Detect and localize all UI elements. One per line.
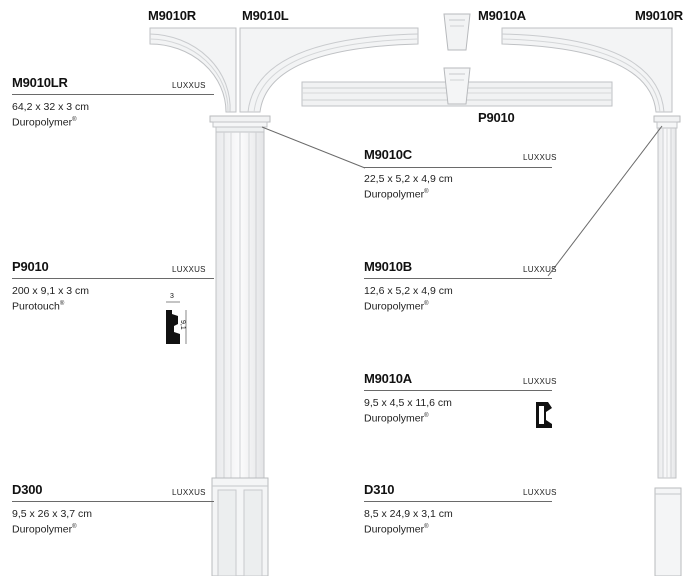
- profile-height-label: 9,1: [179, 320, 186, 330]
- product-material: Duropolymer®: [364, 300, 429, 313]
- divider-rule: [364, 501, 552, 502]
- keystone-m9010a: [444, 14, 470, 50]
- product-material: Purotouch®: [12, 300, 65, 313]
- leader-m9010b: [548, 126, 662, 276]
- product-material: Duropolymer®: [364, 523, 429, 536]
- plinth-d300: [212, 478, 268, 576]
- divider-rule: [364, 390, 552, 391]
- product-dimensions: 9,5 x 26 x 3,7 cm: [12, 508, 92, 520]
- label-m9010l: M9010L: [242, 8, 289, 23]
- brand-luxxus: LUXXUS: [523, 377, 557, 386]
- brand-luxxus: LUXXUS: [523, 488, 557, 497]
- product-code: D310: [364, 482, 395, 497]
- product-code: P9010: [12, 259, 49, 274]
- divider-rule: [12, 94, 214, 95]
- leader-m9010c: [262, 127, 365, 168]
- product-dimensions: 9,5 x 4,5 x 11,6 cm: [364, 397, 452, 409]
- product-dimensions: 12,6 x 5,2 x 4,9 cm: [364, 285, 453, 297]
- profile-width-label: 3: [170, 293, 174, 300]
- divider-rule: [364, 278, 552, 279]
- product-material: Duropolymer®: [364, 188, 429, 201]
- brand-luxxus: LUXXUS: [172, 81, 206, 90]
- horizontal-molding-p9010: [302, 68, 612, 106]
- product-code: M9010LR: [12, 75, 68, 90]
- product-material: Duropolymer®: [12, 116, 77, 129]
- product-code: M9010A: [364, 371, 412, 386]
- product-dimensions: 8,5 x 24,9 x 3,1 cm: [364, 508, 453, 520]
- product-dimensions: 64,2 x 32 x 3 cm: [12, 101, 90, 113]
- capital-m9010c: [210, 116, 270, 132]
- divider-rule: [12, 278, 214, 279]
- capital-m9010b: [654, 116, 680, 128]
- divider-rule: [364, 167, 552, 168]
- product-code: D300: [12, 482, 43, 497]
- pilaster-p9010-right: [658, 128, 676, 478]
- brand-luxxus: LUXXUS: [523, 265, 557, 274]
- product-material: Duropolymer®: [12, 523, 77, 536]
- label-p9010-center: P9010: [478, 110, 515, 125]
- profile-m9010a-icon: [536, 402, 552, 428]
- product-dimensions: 22,5 x 5,2 x 4,9 cm: [364, 173, 453, 185]
- product-code: M9010C: [364, 147, 412, 162]
- divider-rule: [12, 501, 214, 502]
- brand-luxxus: LUXXUS: [172, 265, 206, 274]
- label-m9010a: M9010A: [478, 8, 526, 23]
- label-m9010r-left: M9010R: [148, 8, 196, 23]
- brand-luxxus: LUXXUS: [172, 488, 206, 497]
- product-dimensions: 200 x 9,1 x 3 cm: [12, 285, 90, 297]
- brand-luxxus: LUXXUS: [523, 153, 557, 162]
- arch-piece-m9010r-left: [150, 28, 236, 112]
- label-m9010r-right: M9010R: [635, 8, 683, 23]
- product-material: Duropolymer®: [364, 412, 429, 425]
- plinth-d310: [655, 488, 681, 576]
- product-code: M9010B: [364, 259, 412, 274]
